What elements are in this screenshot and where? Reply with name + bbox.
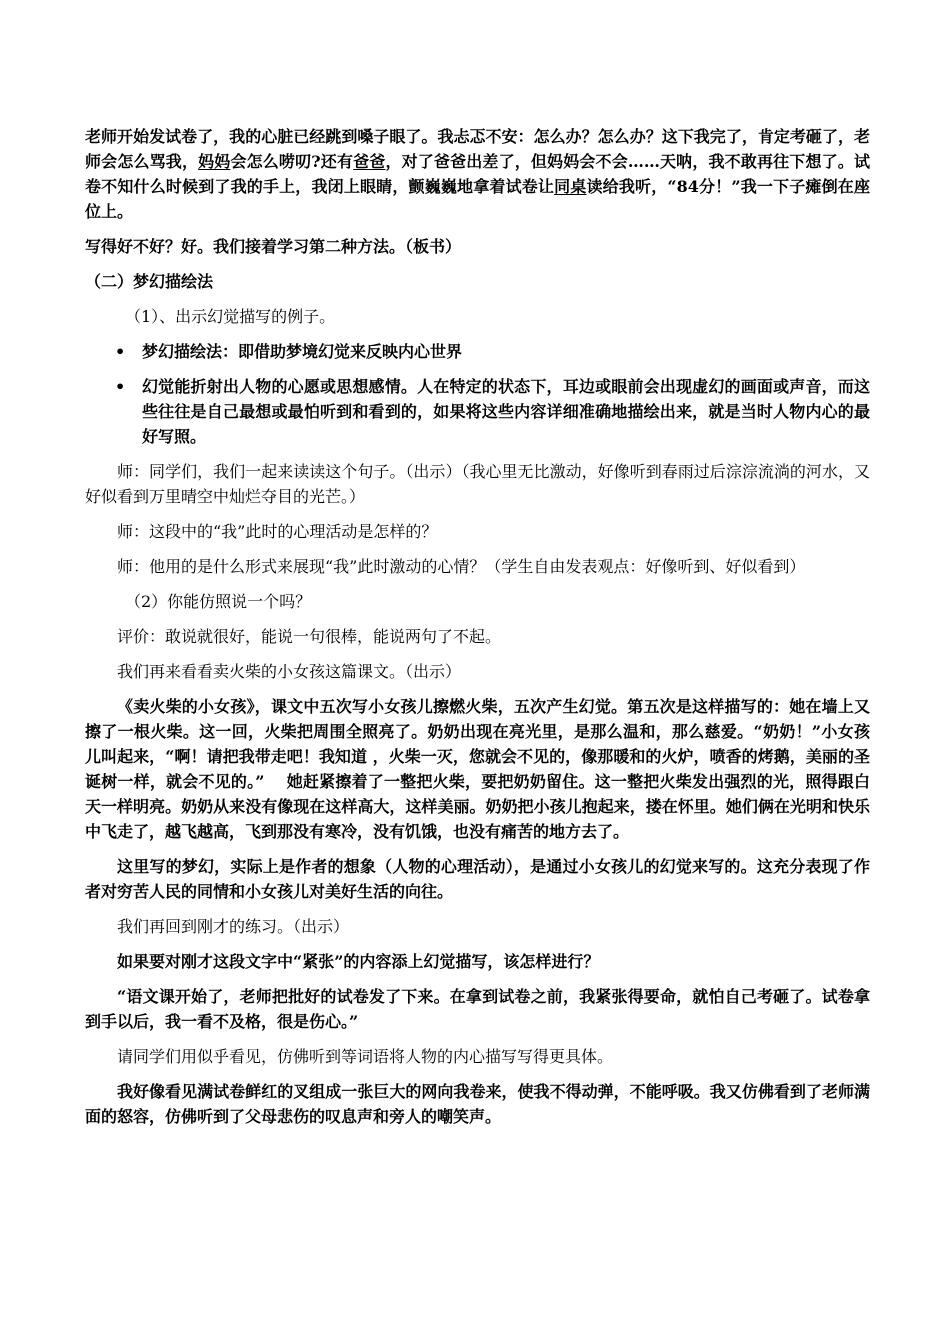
analysis-paragraph: 这里写的梦幻，实际上是作者的想象（人物的心理活动），是通过小女孩儿的幻觉来写的。这充分表现了作者对穷苦人民的同情和小女孩儿对美好生活的向往。 (85, 857, 870, 901)
transition-line: 写得好不好？好。我们接着学习第二种方法。（板书） (85, 237, 462, 256)
exercise-question: 如果要对刚才这段文字中“紧张”的内容添上幻觉描写，该怎样进行？ (117, 952, 600, 971)
instruction-line: 请同学们用似乎看见，仿佛听到等词语将人物的内心描写写得更具体。 (117, 1047, 614, 1066)
bullet-marker: • (115, 377, 126, 396)
bullet-text: 梦幻描绘法：即借助梦境幻觉来反映内心世界 (142, 342, 463, 361)
underlined-word: 爸爸 (353, 152, 386, 171)
text-run: 会怎么唠叨?还有 (230, 152, 354, 171)
bullet-item (85, 374, 870, 449)
intro-line: 我们再来看看卖火柴的小女孩这篇课文。（出示） (117, 662, 462, 681)
underlined-word: 妈妈 (198, 152, 231, 171)
document-page (85, 124, 870, 1129)
text-run: 老师开始发试卷了，我的心脏已经跳到嗓子眼了。我忐忑不安：怎么办？怎么办？这下我完了，肯定考砸了，老师会怎么骂我， (85, 127, 870, 171)
step-1-heading: （1）、出示幻觉描写的例子。 (125, 307, 336, 326)
teacher-line: 师：同学们，我们一起来读读这个句子。（出示）（我心里无比激动，好像听到春雨过后淙淙流淌的河水，又好似看到万里晴空中灿烂夺目的光芒。） (85, 462, 870, 506)
story-excerpt: 《卖火柴的小女孩》，课文中五次写小女孩儿擦燃火柴，五次产生幻觉。第五次是这样描写的：她在墙上又擦了一根火柴。这一回，火柴把周围全照亮了。奶奶出现在亮光里，是那么温和，那么慈爱。“奶奶！”小女孩儿叫起来，“啊！请把我带走吧！我知道 ，火柴一灭，您就会不见的，像那暖和的火炉，喷香的烤鹅，美丽的圣诞树一样，就会不见的。” 她赶紧擦着了一整把火柴，要把奶奶留住。这一整把火柴发出强烈的光，照得跟白天一样明亮。奶奶从来没有像现在这样高大，这样美丽。奶奶把小孩儿抱起来，搂在怀里。她们俩在光明和快乐中飞走了，越飞越高，飞到那没有寒冷，没有饥饿，也没有痛苦的地方去了。 (85, 697, 870, 841)
text-run: ，对了爸爸出差了，但妈妈会不会……天呐，我不敢再往下想了。试卷不知什么时候到了我的手上，我闭上眼睛，颤巍巍地拿着试卷让 (85, 152, 870, 196)
section-heading: （二）梦幻描绘法 (85, 272, 214, 291)
bullet-item (85, 339, 870, 364)
underlined-word: 同桌 (554, 177, 587, 196)
text-run: 读给我听，“84分！”我一下子瘫倒在座位上。 (85, 177, 870, 221)
teacher-line: 师：他用的是什么形式来展现“我”此时激动的心情？（学生自由发表观点：好像听到、好似看到） (117, 557, 806, 576)
exercise-quote: “语文课开始了，老师把批好的试卷发了下来。在拿到试卷之前，我紧张得要命，就怕自己考砸了。试卷拿到手以后，我一看不及格，很是伤心。” (85, 987, 870, 1031)
evaluation-line: 评价：敢说就很好，能说一句很棒，能说两句了不起。 (117, 627, 502, 646)
example-paragraph-1 (85, 124, 870, 224)
teacher-line: 师：这段中的“我”此时的心理活动是怎样的？ (117, 522, 438, 541)
step-2-heading: （2）你能仿照说一个吗？ (125, 592, 312, 611)
sample-answer: 我好像看见满试卷鲜红的叉组成一张巨大的网向我卷来，使我不得动弹，不能呼吸。我又仿佛看到了老师满面的怒容，仿佛听到了父母悲伤的叹息声和旁人的嘲笑声。 (85, 1082, 870, 1126)
bullet-text: 幻觉能折射出人物的心愿或思想感情。人在特定的状态下，耳边或眼前会出现虚幻的画面或声音，而这些往往是自己最想或最怕听到和看到的，如果将这些内容详细准确地描绘出来，就是当时人物内心的最好写照。 (142, 377, 870, 446)
bullet-marker: • (115, 342, 126, 361)
intro-line: 我们再回到刚才的练习。（出示） (117, 917, 350, 936)
